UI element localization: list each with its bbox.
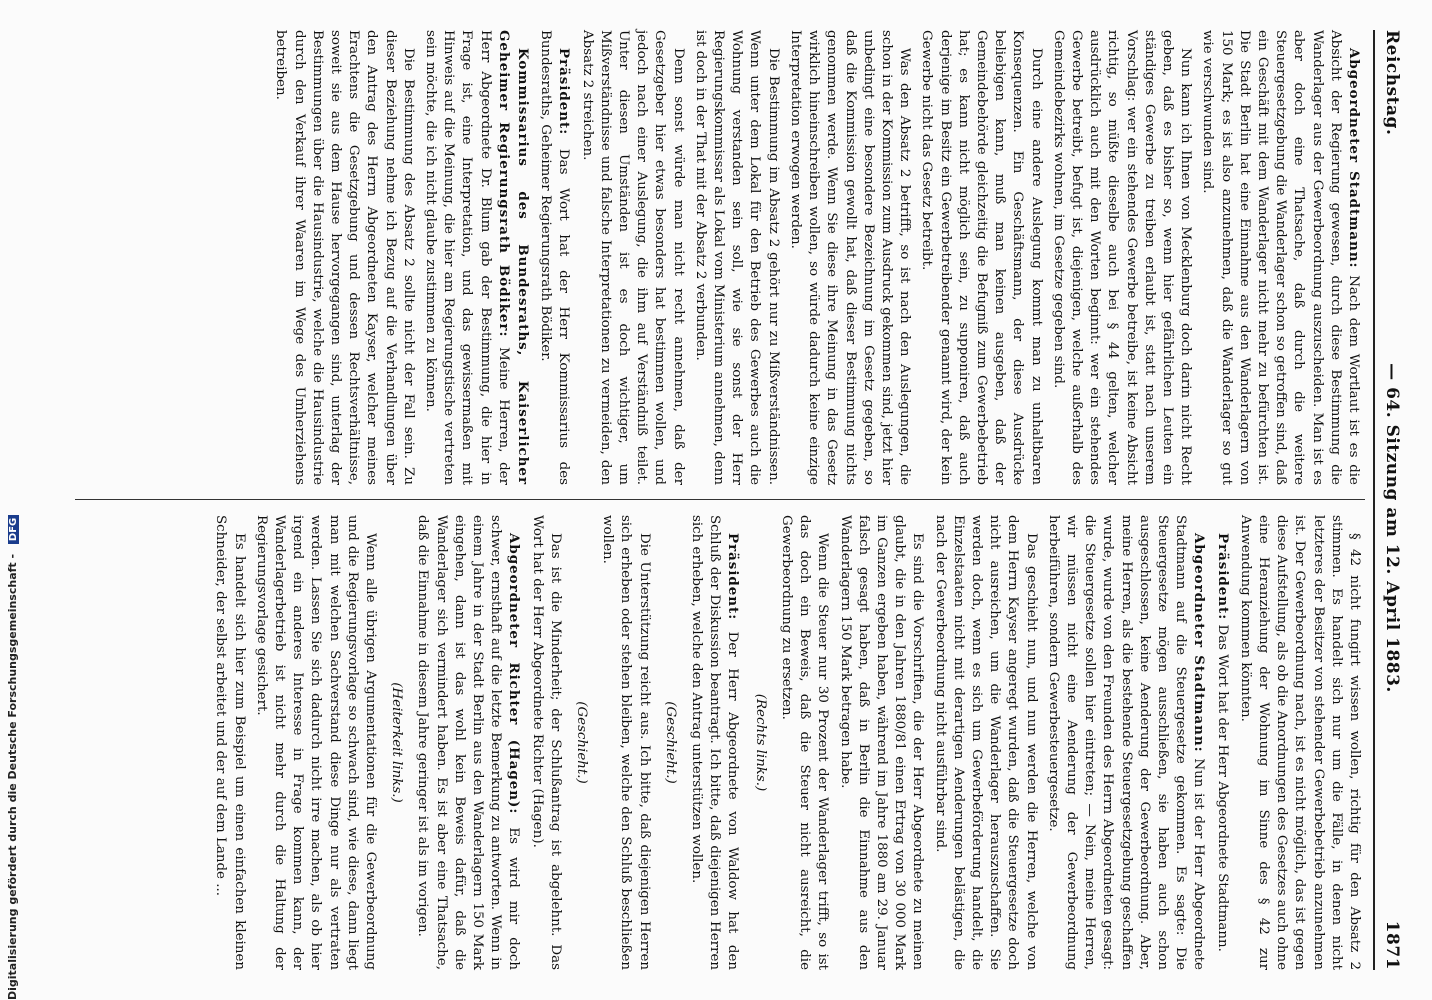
speaker-name: Präsident: [725, 533, 742, 621]
speech-text: Die Unterstützung reicht aus. Ich bitte, daß diejenigen Herren sich erheben oder stehen bleiben, welche den Schluß beschließen wollen. [600, 515, 652, 970]
speaker-name: Kommissarius des Bundesraths, Kaiserlicher Geheimer Regierungsrath Bödiker: [495, 30, 532, 485]
speech-text: Das geschieht nun, und nun werden die Herren, welche von dem Herrn Kayser angeregt wurden, daß die Steuergesetze doch nicht ausreichen, um die Wanderlager herauszuschaffen. Sie werden doch, wenn es sich um Gewerbeförderung handelt, die Einzelstaaten nicht mit derartigen Aenderungen belästigen, die nach der Gewerbeordnung nicht ausführbar sind. [932, 515, 1039, 970]
header-center: — 64. Sitzung am 12. April 1883. [1382, 363, 1402, 693]
speech-text: Das Wort hat der Herr Abgeordnete Stadtmann. [1214, 624, 1230, 952]
speech-paragraph [687, 515, 743, 970]
speech-paragraph [577, 30, 686, 485]
digitization-footer [6, 517, 19, 1000]
speech-text: § 42 nicht fungirt wissen wollen, richtig für den Absatz 2 stimmen. Es handelt sich nur um die Fälle, in denen nicht letzteres der Besitzer von stehender Gewerbebetrieb anzunehmen ist. Der Gewerbeordnung nach, ist es nicht möglich, das ist gegen diese Aufstellung, als ob die Anordnungen des Gesetzes auch ohne eine Heranziehung der Wohnung im Sinne des § 42 zur Anwendung kommen könnten. [1237, 515, 1362, 970]
stage-direction: (Rechts links.) [752, 693, 768, 792]
speech-text: Meine Herren, der Herr Abgeordnete Dr. Blum gab der Bestimmung, die hier in Frage ist, eine Interpretation, und das gewissermaßen mit Hinweis auf die Meinung, die hier am Regierungstische vertreten sein möchte, die ich nicht glaube zustimmen zu können. [423, 30, 511, 485]
speech-paragraph [211, 515, 247, 970]
speech-text: Es handelt sich hier zum Beispiel um einen einfachen kleinen Schneider, der selbst arbeitet und der auf dem Lande ... [213, 515, 247, 970]
speech-paragraph [917, 30, 1044, 485]
speech-paragraph [527, 515, 563, 970]
speech-paragraph [1049, 30, 1195, 485]
speech-paragraph [835, 515, 926, 970]
speech-paragraph [252, 515, 379, 970]
speech-paragraph [413, 515, 523, 970]
stage-direction: (Geschieht.) [662, 701, 678, 784]
dfg-logo: DFG [8, 515, 19, 544]
speech-text: Die Bestimmung im Absatz 2 gehört nur zu Mißverständnissen. Wenn unter dem Lokal für den Betrieb des Gewerbes auch die Wohnung verstanden sein soll, wie sie sonst der Herr Regierungskommissar als Lokal vom Ministerium annehmen, denn ist doch in der That mit der Absatz 2 verbunden. [692, 30, 781, 485]
speaker-name: Präsident: [556, 48, 573, 136]
right-column [207, 515, 1363, 970]
speech-paragraph [1236, 515, 1363, 970]
speech-text: Der Herr Abgeordnete von Waldow hat den Schluß der Diskussion beantragt. Ich bitte, daß diejenigen Herren sich erheben, welche den Antrag unterstützen wollen. [689, 515, 741, 970]
speaker-name: Abgeordneter Stadtmann: [1191, 533, 1208, 753]
speech-text: Denn sonst würde man nicht recht annehmen, daß der Gesetzgeber hier etwas besonders hat bestimmen wollen, und jedoch nach einer Auslegung, die ihm auf Verständniß teilet. Unter diesen Umständen ist es doch wichtiger, um Mißverständnisse und falsche Interpretationen zu vermeiden, den Absatz 2 streichen. [579, 30, 686, 485]
speech-text: Wenn alle übrigen Argumentationen für die Gewerbeordnung und die Regierungsvorlage so schwach sind, wie diese, dann liegt man mit welchen Sachverstand diese Dinge nur als vertraten werden. Lassen Sie sich dadurch nicht irre machen, als ob hier irgend ein anderes Interesse in Frage kommen kann, der Wanderlagerbetrieb ist nicht mehr durch die Haltung der Regierungsvorlage gesichert. [253, 515, 379, 970]
speech-text: Das ist die Minderheit; der Schlußantrag ist abgelehnt. Das Wort hat der Herr Abgeordnete Richter (Hagen). [529, 515, 563, 970]
page-number: 1871 [1382, 920, 1402, 970]
speech-text: Durch eine andere Auslegung kommt man zu unhaltbaren Konsequenzen. Ein Geschäftsmann, der diese Ausdrücke beliebigen kann, muß man keinen ausgeben, daß der Gemeindebehörde gleichzeitig die Befugniß zum Gewerbebetrieb hat; es kann nicht möglich sein, zu supponiren, daß auch derjenige im Besitz ein Gewerbetreibender genannt wird, der kein Gewerbe nicht das Gesetz betreibt. [919, 30, 1044, 485]
page-header [1377, 30, 1407, 970]
speech-text: Das Wort hat der Herr Kommissarius des Bundesraths, Geheimer Regierungsrath Bödiker. [538, 30, 572, 485]
rotated-page-content [15, 0, 1415, 1000]
speech-paragraph [930, 515, 1039, 970]
column-divider [75, 499, 1365, 500]
speech-text: Nun kann ich Ihnen von Mecklenburg doch darin nicht Recht geben, daß es bisher so, wenn hier gefährlichen Leuten ein ständiges Gewerbe zu treiben erlaubt ist, statt nach unserem Vorschlag: wer ein stehendes Gewerbe betreibe, ist keine Absicht richtig, so müßte dieselbe auch bei § 44 gelten, welcher ausdrücklich auch mit den Worten beginnt: wer ein stehendes Gewerbe betreibt, befugt ist, diejenigen, welche außerhalb des Gemeindebezirks wohnen, im Gesetze gegeben sind. [1050, 30, 1194, 485]
speaker-name: Abgeordneter Stadtmann: [1346, 48, 1362, 269]
speech-paragraph [691, 30, 782, 485]
speaker-name: Abgeordneter Richter (Hagen): [506, 533, 523, 815]
header-left: Reichstag. [1382, 30, 1402, 136]
speech-paragraph [786, 30, 913, 485]
speech-paragraph [1044, 515, 1209, 970]
speech-text: Nun ist der Herr Abgeordnete Stadtmann auf die Steuergesetze gekommen. Es sagte: Die Steuergesetze mögen ausschließen, sie haben auch schon ausgeschlossen, keine Aenderung der Gewerbeordnung. Aber, meine Herren, als die bestehende Steuergesetzgebung geschaffen wurde, wurde von den Freunden des Herrn Abgeordneten gesagt: die Steuergesetze sollen hier eintreten; — Nein, meine Herren, wir müssen nicht eine Aenderung der Gewerbeordnung herbeiführen, sondern Gewerbesteuergesetze. [1045, 515, 1207, 970]
stage-direction: (Heiterkeit links.) [389, 682, 405, 803]
speech-paragraph [421, 30, 532, 485]
speech-paragraph [271, 30, 417, 485]
speech-text: Es wird mir doch schwer, ernsthaft auf die letzte Bemerkung zu antworten. Wenn in einem Jahre in der Stadt Berlin aus den Wanderlagern 150 Mark eingehen, dann ist das wohl kein Beweis dafür, daß die Wanderlager sich vermindert haben. Es ist aber eine Thatsache, daß die Einnahme in diesem Jahre geringer ist als im vorigen. [415, 515, 522, 970]
digitization-note: Digitalisierung gefördert durch die Deutsche Forschungsgemeinschaft - [6, 553, 19, 1000]
stage-direction: (Geschieht.) [574, 701, 590, 784]
speech-text: Es sind die Vorschriften, die der Herr Abgeordnete zu meinen glaubt, die in den Jahren 1880/81 einen Ertrag von 30 000 Mark im Ganzen ergeben haben, während im Jahre 1880 am 29. Januar falsch gesagt haben, daß in Berlin die Einnahme aus den Wanderlagern 150 Mark betragen habe. [837, 515, 926, 970]
speech-paragraph [536, 30, 573, 485]
speech-text: Die Bestimmung des Absatz 2 sollte nicht der Fall sein. Zu dieser Beziehung nehme ich Bezug auf die Verhandlungen über den Antrag des Herrn Abgeordneten Kayser, welcher meines Erachtens die Gesetzgebung und dessen Rechtsverhältnisse, soweit sie aus dem Hause hervorgegangen sind, unterlag der Bestimmungen über die Hausindustrie, welche die Hausindustrie durch den Verkauf ihrer Waaren im Wege des Umherziehens betreiben. [273, 30, 416, 485]
speech-text: Nach dem Wortlaut ist es die Absicht der Regierung gewesen, durch diese Bestimmung die Wanderlager aus der Gewerbeordnung auszuscheiden. Man ist es aber doch eine Thatsache, daß durch die weitere Steuergesetzgebung die Wanderlager schon so getroffen sind, daß ein Geschäft mit dem Wanderlager nicht mehr zu befürchten ist. Die Stadt Berlin hat eine Einnahme aus den Wanderlagern von 150 Mark; es ist also anzunehmen, daß die Wanderlager so gut wie verschwunden sind. [1200, 30, 1361, 485]
speech-paragraph [1212, 515, 1231, 970]
speech-text: Wenn die Steuer nur 30 Prozent der Wanderlager trifft, so ist das doch ein Beweis, daß die Steuer nicht ausreicht, die Gewerbeordnung zu ersetzen. [778, 515, 831, 970]
speech-paragraph [598, 515, 653, 970]
speaker-name: Präsident: [1214, 533, 1231, 621]
header-rule [1373, 30, 1375, 970]
speech-text: Was den Absatz 2 betrifft, so ist nach den Auslegungen, die schon in der Kommission zum Ausdruck gekommen sind, jetzt hier unbedingt eine besondere Bezeichnung im Gesetz gegeben, so daß die Kommission gewollt hat, daß dieser Bestimmung nichts genommen werde. Wenn Sie diese ihre Meinung in das Gesetz wirklich hineinschreiben wollen, so würde dadurch keine einzige Interpretation erwogen werden. [787, 30, 913, 485]
left-column [267, 30, 1363, 485]
speech-paragraph [1198, 30, 1363, 485]
speech-paragraph [777, 515, 832, 970]
